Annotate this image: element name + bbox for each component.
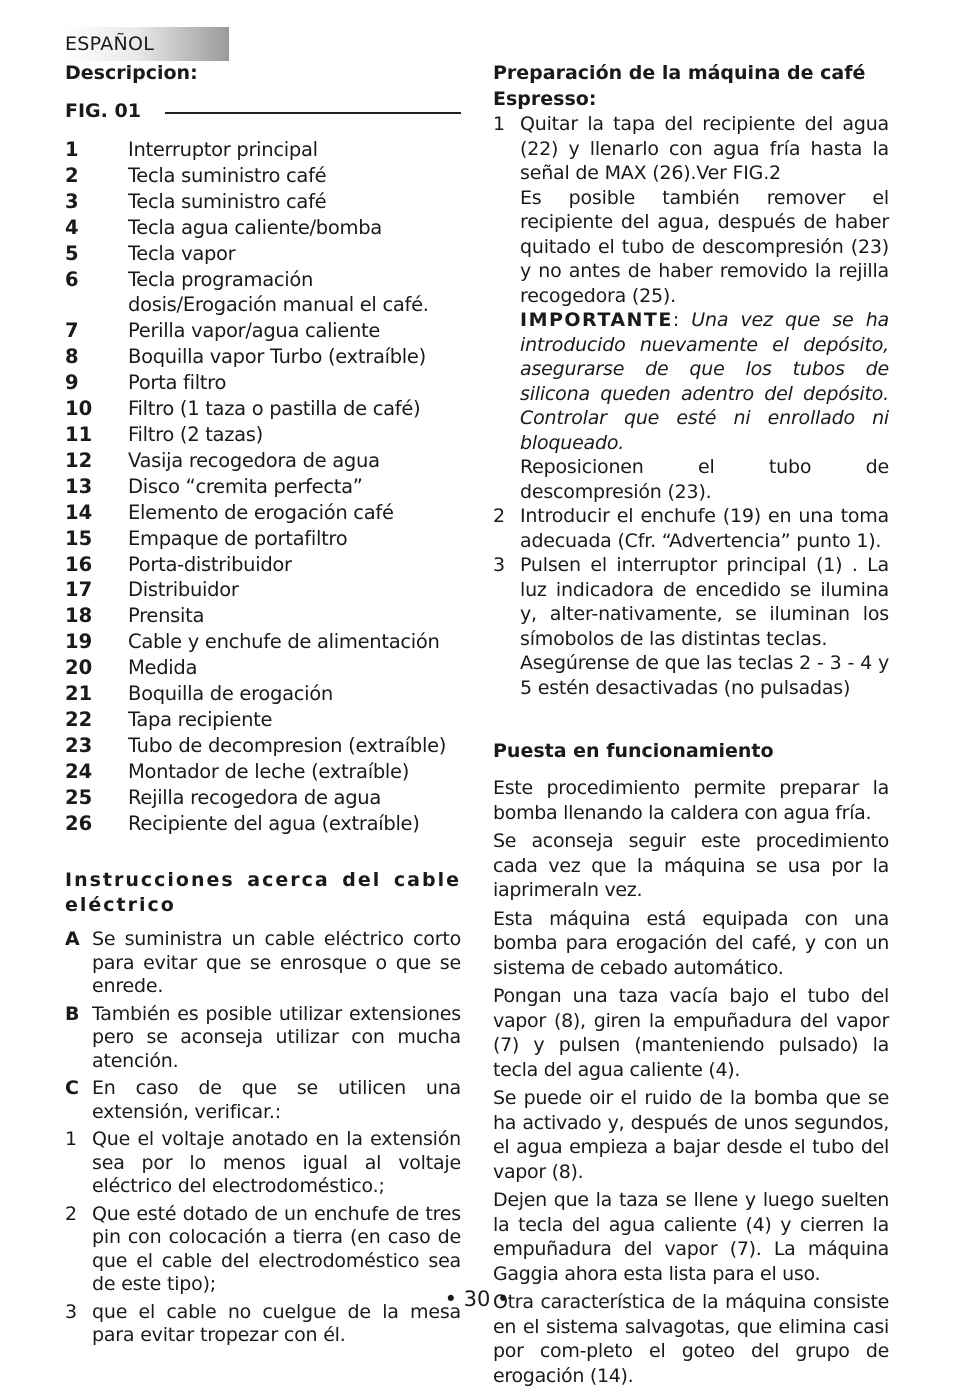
part-item [65,759,461,785]
figure-label: FIG. 01 [65,100,141,122]
part-label: Vasija recogedora de agua [128,448,380,472]
part-item [65,137,461,163]
cable-item [65,1301,461,1348]
step-paragraph: Introducir el enchufe (19) en una toma adecuada (Cfr. “Advertencia” punto 1). [520,505,889,552]
part-number: 15 [65,526,93,550]
part-number: 9 [65,371,79,395]
cable-item-text: que el cable no cuelgue de la mesa para evitar tropezar con él. [92,1300,461,1347]
part-label: Disco “cremita perfecta” [128,474,363,498]
part-item [65,163,461,189]
run-paragraph: Este procedimiento permite preparar la bomba llenando la caldera con agua fría. [493,777,889,824]
run-paragraph: Otra característica de la máquina consiste en el sistema salvagotas, que elimina casi por com-pleto el goteo del grupo de erogación (14). [493,1291,889,1387]
part-item [65,370,461,396]
cable-instructions-list [65,928,461,1348]
part-label: Interruptor principal [128,138,318,161]
part-item [65,603,461,629]
part-label: Elemento de erogación café [128,500,394,524]
part-number: 22 [65,707,93,731]
part-item [65,267,461,319]
step-paragraph: Es posible también remover el recipiente del agua, después de haber quitado el tubo de descompresión (23) y no antes de haber removido la rejilla recogedora (25). [520,186,889,307]
part-number: 6 [65,267,79,291]
part-item [65,552,461,578]
part-label: Tecla programación dosis/Erogación manual el café. [128,267,429,317]
part-number: 21 [65,682,93,706]
part-item [65,707,461,733]
part-number: 2 [65,163,79,187]
part-label: Tecla suministro café [128,189,327,213]
step-number: 1 [493,113,506,135]
part-number: 20 [65,656,93,680]
part-label: Tecla suministro café [128,163,327,187]
part-item [65,655,461,681]
prep-step-2 [493,504,889,553]
step-paragraph: Pulsen el interruptor principal (1) . La luz indicadora de encedido se ilumina y, alter-nativamente, se iluminan los símobolos de las distintas teclas. [520,554,889,650]
part-item [65,785,461,811]
cable-item-marker: 3 [65,1300,78,1323]
description-title: Descripcion: [65,62,198,84]
part-number: 26 [65,811,93,835]
part-item [65,474,461,500]
part-label: Boquilla vapor Turbo (extraíble) [128,345,426,369]
part-label: Filtro (2 tazas) [128,422,263,446]
part-label: Porta filtro [128,371,227,395]
part-number: 7 [65,319,79,343]
cable-item [65,928,461,999]
cable-item-text: Se suministra un cable eléctrico corto para evitar que se enrosque o que se enrede. [92,928,461,998]
part-number: 13 [65,474,93,498]
part-item [65,681,461,707]
important-label: IMPORTANTE [520,309,673,331]
part-item [65,318,461,344]
cable-item-text: En caso de que se utilicen una extensión, verificar.: [92,1077,461,1123]
part-label: Rejilla recogedora de agua [128,785,381,809]
prep-step-3 [493,553,889,700]
left-column [65,60,461,1352]
important-note: IMPORTANTE: Una vez que se ha introducido nuevamente el depósito, asegurarse de que los tubos de silicona queden adentro del depósito. Controlar que esté ni enrollado ni bloqueado. [520,309,890,454]
part-number: 23 [65,733,93,757]
part-item [65,577,461,603]
cable-item [65,1203,461,1297]
part-number: 5 [65,241,79,265]
part-number: 4 [65,215,79,239]
important-text: Una vez que se ha introducido nuevamente el depósito, asegurarse de que los tubos de silicona queden adentro del depósito. Controlar que esté ni enrollado ni bloqueado. [520,309,890,454]
part-item [65,344,461,370]
part-number: 24 [65,759,93,783]
language-tab: ESPAÑOL [62,27,229,61]
part-item [65,241,461,267]
part-number: 3 [65,189,79,213]
prep-title: Preparación de la máquina de café Espresso: [493,62,866,110]
part-number: 10 [65,397,93,421]
part-label: Cable y enchufe de alimentación [128,630,440,654]
run-paragraph: Pongan una taza vacía bajo el tubo del vapor (8), giren la empuñadura del vapor (7) y pulsen (manteniendo pulsado) la tecla del agua caliente (4). [493,985,889,1081]
part-number: 14 [65,500,93,524]
figure-rule [165,112,461,114]
step-paragraph: Reposicionen el tubo de descompresión (23). [520,456,889,503]
part-item [65,500,461,526]
part-item [65,811,461,837]
part-label: Perilla vapor/agua caliente [128,319,381,343]
cable-item-marker: C [65,1077,79,1100]
part-number: 25 [65,785,93,809]
cable-item [65,1128,461,1199]
part-number: 19 [65,630,93,654]
step-number: 3 [493,554,506,576]
step-body [520,112,889,504]
part-number: 12 [65,448,93,472]
run-paragraph: Esta máquina está equipada con una bomba para erogación del café, y con un sistema de cebado automático. [493,907,889,979]
part-item [65,189,461,215]
part-item [65,448,461,474]
part-item [65,526,461,552]
run-paragraph: Se puede oir el ruido de la bomba que se ha activado y, después de unos segundos, el agua empieza a bajar desde el tubo del vapor (8). [493,1087,889,1183]
part-label: Tecla agua caliente/bomba [128,215,382,239]
cable-item-text: Que el voltaje anotado en la extensión sea por lo menos igual al voltaje eléctrico del electrodoméstico.; [92,1128,461,1198]
run-paragraph: Dejen que la taza se llene y luego suelten la tecla del agua caliente (4) y cierren la empuñadura del vapor (7). La máquina Gaggia ahora esta lista para el uso. [493,1189,889,1285]
part-label: Prensita [128,604,205,628]
cable-item [65,1003,461,1074]
page-number: • 30 • [444,1287,510,1311]
figure-label-row [65,98,461,124]
part-number: 18 [65,604,93,628]
part-label: Empaque de portafiltro [128,526,348,550]
step-number: 2 [493,505,506,527]
cable-item-marker: 2 [65,1202,78,1225]
cable-item-text: También es posible utilizar extensiones pero se aconseja utilizar con mucha atención. [92,1002,461,1072]
step-body [520,504,889,553]
run-section-title: Puesta en funcionamiento [493,740,774,762]
right-column [493,60,889,1392]
part-label: Tecla vapor [128,241,236,265]
part-label: Tubo de decompresion (extraíble) [128,733,447,757]
part-number: 1 [65,138,79,161]
part-label: Boquilla de erogación [128,682,333,706]
cable-item-marker: A [65,928,80,951]
cable-item-text: Que esté dotado de un enchufe de tres pin con colocación a tierra (en caso de que el cable del electrodoméstico sea de este tipo); [92,1202,461,1296]
part-label: Filtro (1 taza o pastilla de café) [128,397,421,421]
cable-section-title-text: Instrucciones acerca del cable eléctrico [65,869,461,917]
part-label: Recipiente del agua (extraíble) [128,811,420,835]
part-item [65,629,461,655]
part-number: 17 [65,578,93,602]
part-number: 16 [65,552,93,576]
part-label: Tapa recipiente [128,707,273,731]
part-number: 11 [65,422,93,446]
part-label: Porta-distribuidor [128,552,292,576]
part-item [65,215,461,241]
part-item [65,422,461,448]
part-label: Distribuidor [128,578,239,602]
part-label: Montador de leche (extraíble) [128,759,410,783]
part-item [65,396,461,422]
cable-item [65,1077,461,1124]
part-item [65,733,461,759]
run-section-body [493,776,889,1388]
cable-item-marker: B [65,1002,80,1025]
part-number: 8 [65,345,79,369]
step-body [520,553,889,700]
run-paragraph: Se aconseja seguir este procedimiento cada vez que la máquina se usa por la iaprimeraln vez. [493,830,889,901]
prep-step-1 [493,112,889,504]
cable-section-title [65,868,461,918]
part-label: Medida [128,656,198,680]
parts-list [65,137,461,836]
cable-item-marker: 1 [65,1128,78,1151]
step-paragraph: Quitar la tapa del recipiente del agua (22) y llenarlo con agua fría hasta la señal de MAX (26).Ver FIG.2 [520,113,889,184]
step-paragraph: Asegúrense de que las teclas 2 - 3 - 4 y 5 estén desactivadas (no pulsadas) [520,652,889,699]
